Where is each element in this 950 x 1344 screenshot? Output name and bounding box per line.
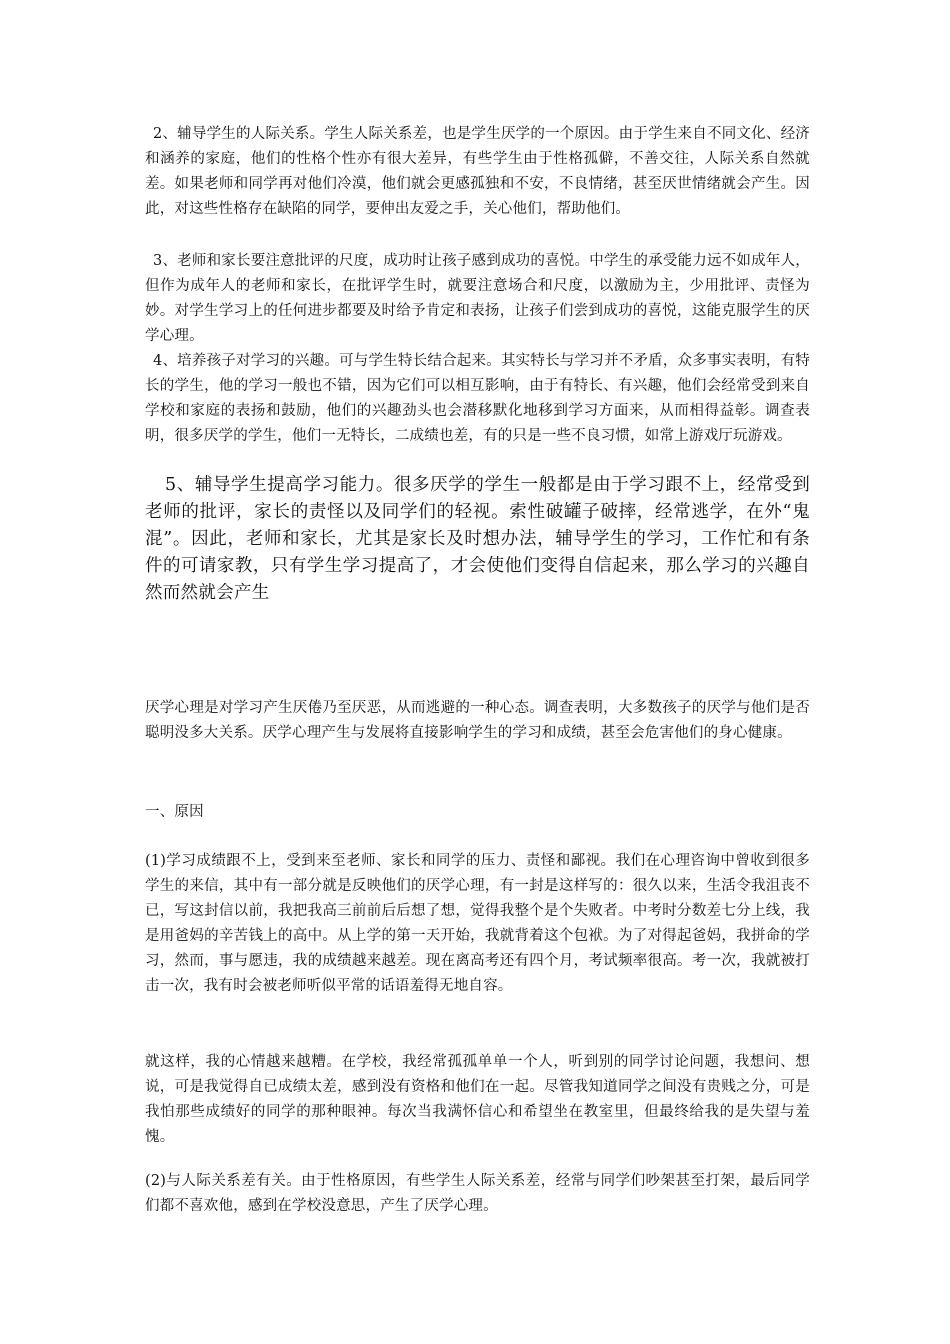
paragraph-item-3: 3、老师和家长要注意批评的尺度，成功时让孩子感到成功的喜悦。中学生的承受能力远不如成年人，但作为成年人的老师和家长，在批评学生时，就要注意场合和尺度，以激励为主，少用批评、责怪为妙。对学生学习上的任何进步都要及时给予肯定和表扬，让孩子们尝到成功的喜悦，这能克服学生的厌学心理。 — [145, 253, 810, 344]
paragraph-item-4: 4、培养孩子对学习的兴趣。可与学生特长结合起来。其实特长与学习并不矛盾，众多事实表明，有特长的学生，他的学习一般也不错，因为它们可以相互影响，由于有特长、有兴趣，他们会经常受到来自学校和家庭的表扬和鼓励，他们的兴趣劲头也会潜移默化地移到学习方面来，从而相得益彰。调查表明，很多厌学的学生，他们一无特长，二成绩也差，有的只是一些不良习惯，如常上游戏厅玩游戏。 — [145, 353, 810, 444]
cause-1-continued-paragraph: 就这样，我的心情越来越糟。在学校，我经常孤孤单单一个人，听到别的同学讨论问题，我想问、想说，可是我觉得自已成绩太差，感到没有资格和他们在一起。尽管我知道同学之间没有贵贱之分，可是我怕那些成绩好的同学的那种眼神。每次当我满怀信心和希望坐在教室里，但最终给我的是失望与羞愧。 — [145, 1054, 810, 1145]
cause-2-paragraph: (2)与人际关系差有关。由于性格原因，有些学生人际关系差，经常与同学们吵架甚至打架，最后同学们都不喜欢他，感到在学校没意思，产生了厌学心理。 — [145, 1173, 810, 1214]
section-heading: 一、原因 — [145, 804, 204, 820]
paragraph-item-2: 2、辅导学生的人际关系。学生人际关系差，也是学生厌学的一个原因。由于学生来自不同文化、经济和涵养的家庭，他们的性格个性亦有很大差异，有些学生由于性格孤僻，不善交往，人际关系自然就差。如果老师和同学再对他们冷漠，他们就会更感孤独和不安，不良情绪，甚至厌世情绪就会产生。因此，对这些性格存在缺陷的同学，要伸出友爱之手，关心他们，帮助他们。 — [145, 126, 810, 217]
cause-1-paragraph: (1)学习成绩跟不上，受到来至老师、家长和同学的压力、责怪和鄙视。我们在心理咨询中曾收到很多学生的来信，其中有一部分就是反映他们的厌学心理，有一封是这样写的：很久以来，生活令我沮丧不已，写这封信以前，我把我高三前前后后想了想，觉得我整个是个失败者。中考时分数差七分上线，我是用爸妈的辛苦钱上的高中。从上学的第一天开始，我就背着这个包袱。为了对得起爸妈，我拼命的学习，然而，事与愿违，我的成绩越来越差。现在离高考还有四个月，考试频率很高。考一次，我就被打击一次，我有时会被老师听似平常的话语羞得无地自容。 — [145, 853, 810, 994]
paragraph-item-5: 5、辅导学生提高学习能力。很多厌学的学生一般都是由于学习跟不上，经常受到老师的批评，家长的责怪以及同学们的轻视。索性破罐子破摔，经常逃学，在外“鬼混”。因此，老师和家长，尤其是家长及时想办法，辅导学生的学习，工作忙和有条件的可请家教，只有学生学习提高了，才会使他们变得自信起来，那么学习的兴趣自然而然就会产生 — [145, 475, 810, 603]
intro-paragraph: 厌学心理是对学习产生厌倦乃至厌恶，从而逃避的一种心态。调查表明，大多数孩子的厌学与他们是否聪明没多大关系。厌学心理产生与发展将直接影响学生的学习和成绩，甚至会危害他们的身心健康。 — [145, 700, 810, 741]
